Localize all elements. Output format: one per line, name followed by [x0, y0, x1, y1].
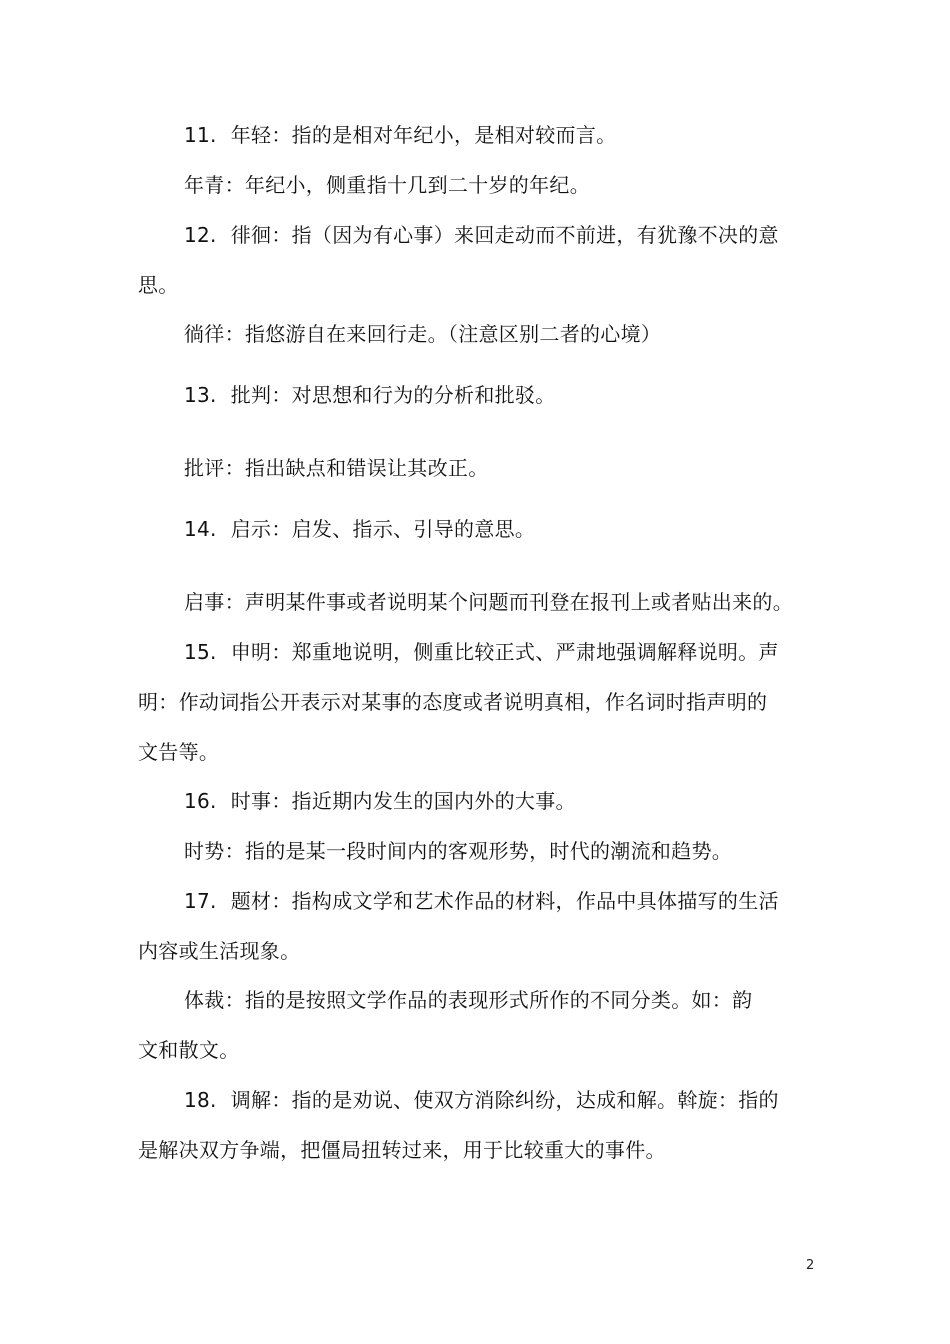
line-text: 徜徉：指悠游自在来回行走。（注意区别二者的心境）: [184, 322, 662, 346]
item-number: 17.: [184, 889, 217, 913]
paragraph-line: [184, 456, 818, 480]
item-number: 18.: [184, 1088, 217, 1112]
line-text: 年青：年纪小，侧重指十几到二十岁的年纪。: [184, 173, 590, 197]
line-text: 启示：启发、指示、引导的意思。: [230, 517, 536, 541]
line-text: 批判：对思想和行为的分析和批驳。: [230, 383, 556, 407]
paragraph-line: [184, 839, 818, 863]
line-text: 时事：指近期内发生的国内外的大事。: [230, 789, 576, 813]
paragraph-line: [184, 1088, 818, 1112]
paragraph-line: [184, 322, 818, 346]
paragraph-line: [138, 690, 818, 714]
line-text: 年轻：指的是相对年纪小，是相对较而言。: [230, 123, 617, 147]
line-text: 文告等。: [138, 740, 220, 764]
paragraph-line: [184, 988, 818, 1012]
page-number: 2: [806, 1258, 815, 1273]
item-number: 14.: [184, 517, 217, 541]
line-text: 思。: [138, 273, 179, 297]
line-text: 是解决双方争端，把僵局扭转过来，用于比较重大的事件。: [138, 1138, 666, 1162]
line-text: 体裁：指的是按照文学作品的表现形式所作的不同分类。如：韵: [184, 988, 753, 1012]
paragraph-line: [184, 640, 818, 664]
line-text: 内容或生活现象。: [138, 939, 301, 963]
line-text: 调解：指的是劝说、使双方消除纠纷，达成和解。斡旋：指的: [230, 1088, 779, 1112]
line-text: 文和散文。: [138, 1038, 240, 1062]
line-text: 启事：声明某件事或者说明某个问题而刊登在报刊上或者贴出来的。: [184, 590, 793, 614]
item-number: 13.: [184, 383, 217, 407]
paragraph-line: [138, 740, 818, 764]
paragraph-line: [138, 1138, 818, 1162]
paragraph-line: [138, 939, 818, 963]
line-text: 批评：指出缺点和错误让其改正。: [184, 456, 489, 480]
item-number: 15.: [184, 640, 217, 664]
paragraph-line: [184, 590, 818, 614]
line-text: 时势：指的是某一段时间内的客观形势，时代的潮流和趋势。: [184, 839, 733, 863]
paragraph-line: [184, 889, 818, 913]
line-text: 申明：郑重地说明，侧重比较正式、严肃地强调解释说明。声: [230, 640, 779, 664]
paragraph-line: [184, 173, 818, 197]
line-text: 题材：指构成文学和艺术作品的材料，作品中具体描写的生活: [230, 889, 779, 913]
paragraph-line: [184, 223, 818, 247]
item-number: 11.: [184, 123, 217, 147]
paragraph-line: [184, 123, 818, 147]
paragraph-line: [184, 517, 818, 541]
line-text: 明：作动词指公开表示对某事的态度或者说明真相，作名词时指声明的: [138, 690, 768, 714]
paragraph-line: [138, 273, 818, 297]
paragraph-line: [184, 789, 818, 813]
line-text: 徘徊：指（因为有心事）来回走动而不前进，有犹豫不决的意: [230, 223, 779, 247]
item-number: 16.: [184, 789, 217, 813]
item-number: 12.: [184, 223, 217, 247]
paragraph-line: [138, 1038, 818, 1062]
paragraph-line: [184, 383, 818, 407]
